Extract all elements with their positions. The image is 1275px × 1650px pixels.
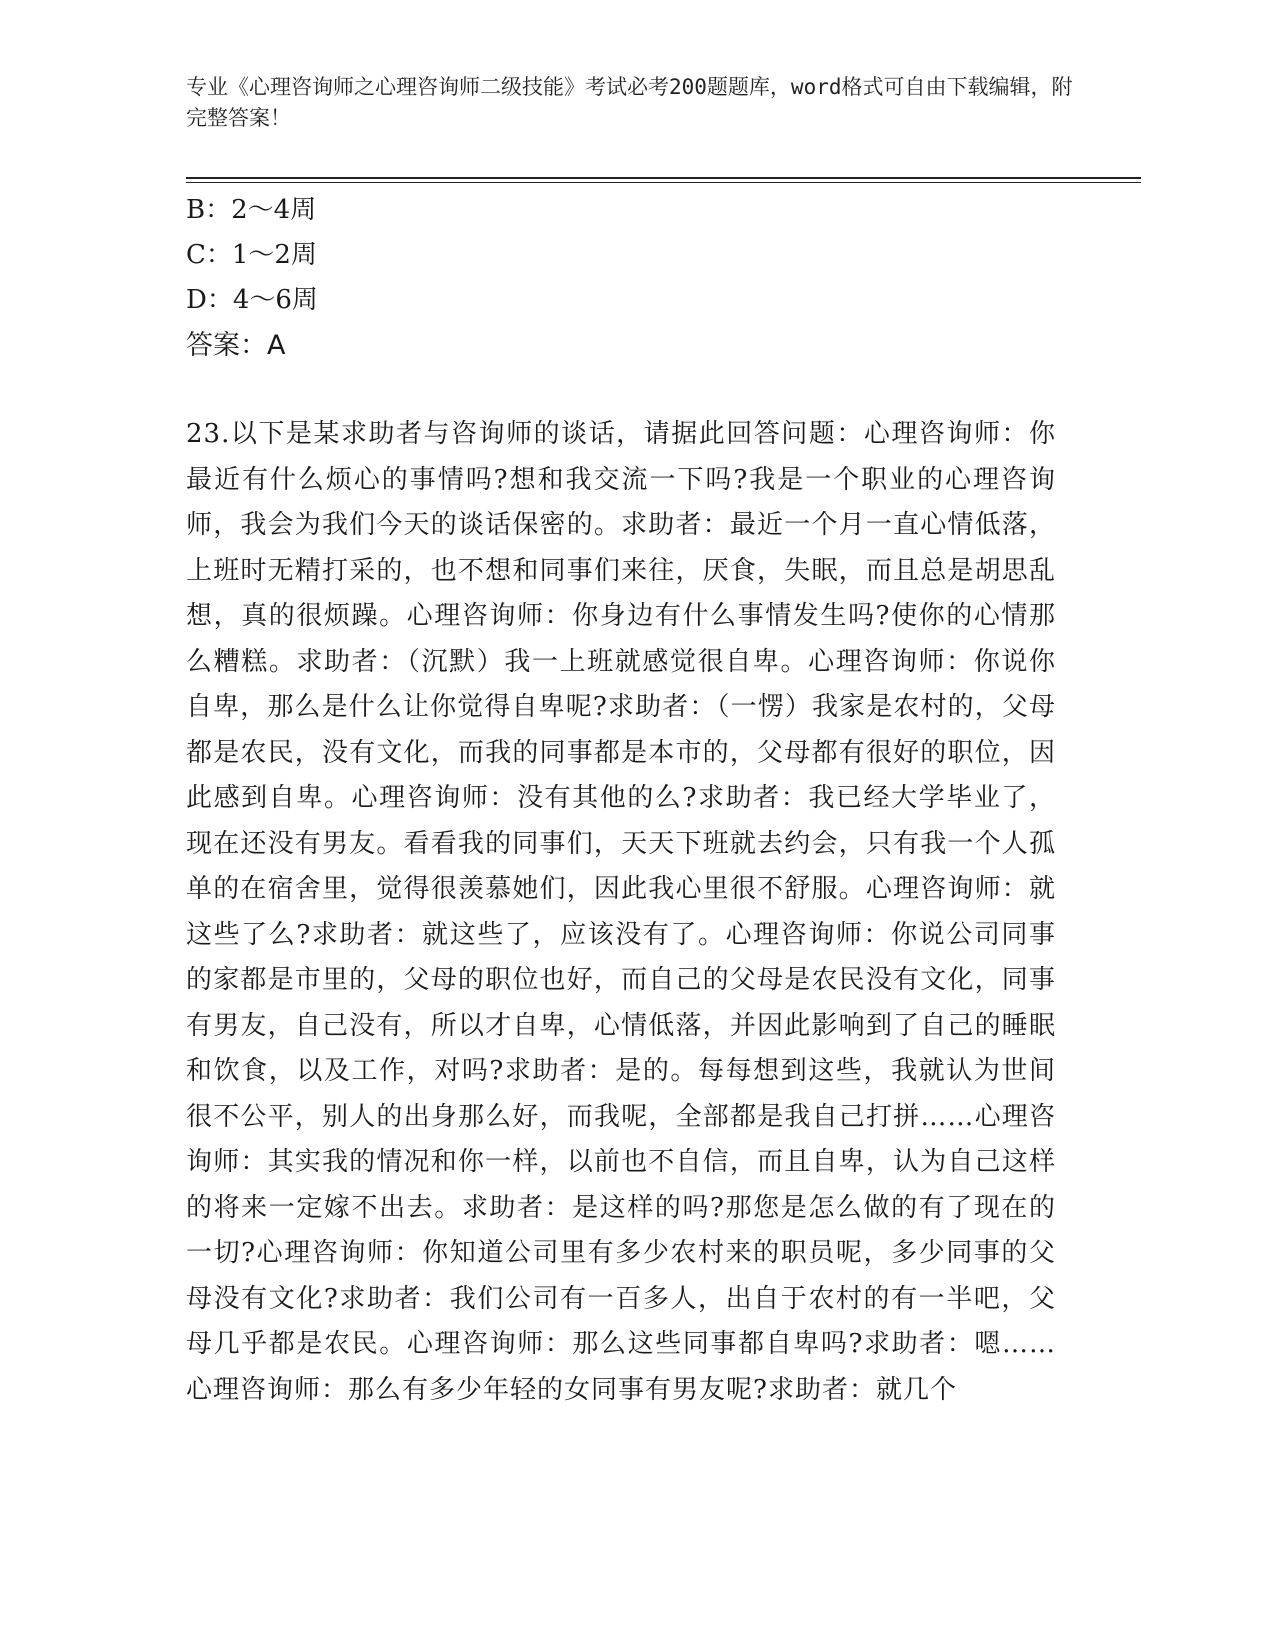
header-divider-thick (186, 177, 1141, 179)
answer-line: 答案：A (186, 330, 286, 361)
header-divider-thin (186, 182, 1141, 183)
option-b: B：2～4周 (186, 195, 317, 225)
question-23-text: 23.以下是某求助者与咨询师的谈话，请据此回答问题：心理咨询师：你最近有什么烦心的事情吗?想和我交流一下吗?我是一个职业的心理咨询师，我会为我们今天的谈话保密的。求助者：最近一个月一直心情低落，上班时无精打采的，也不想和同事们来往，厌食，失眠，而且总是胡思乱想，真的很烦躁。心理咨询师：你身边有什么事情发生吗?使你的心情那么糟糕。求助者：（沉默）我一上班就感觉很自卑。心理咨询师：你说你自卑，那么是什么让你觉得自卑呢?求助者：（一愣）我家是农村的，父母都是农民，没有文化，而我的同事都是本市的，父母都有很好的职位，因此感到自卑。心理咨询师：没有其他的么?求助者：我已经大学毕业了，现在还没有男友。看看我的同事们，天天下班就去约会，只有我一个人孤单的在宿舍里，觉得很羡慕她们，因此我心里很不舒服。心理咨询师：就这些了么?求助者：就这些了，应该没有了。心理咨询师：你说公司同事的家都是市里的，父母的职位也好，而自己的父母是农民没有文化，同事有男友，自己没有，所以才自卑，心情低落，并因此影响到了自己的睡眠和饮食，以及工作，对吗?求助者：是的。每每想到这些，我就认为世间很不公平，别人的出身那么好，而我呢，全部都是我自己打拼……心理咨询师：其实我的情况和你一样，以前也不自信，而且自卑，认为自己这样的将来一定嫁不出去。求助者：是这样的吗?那您是怎么做的有了现在的一切?心理咨询师：你知道公司里有多少农村来的职员呢，多少同事的父母没有文化?求助者：我们公司有一百多人，出自于农村的有一半吧，父母几乎都是农民。心理咨询师：那么这些同事都自卑吗?求助者：嗯……心理咨询师：那么有多少年轻的女同事有男友呢?求助者：就几个 (186, 419, 1056, 1405)
option-d: D：4～6周 (186, 285, 318, 315)
document-header: 专业《心理咨询师之心理咨询师二级技能》考试必考200题题库，word格式可自由下载编辑，附完整答案！ (186, 75, 1073, 130)
answer-options (186, 188, 318, 323)
option-c: C：1～2周 (186, 240, 317, 270)
